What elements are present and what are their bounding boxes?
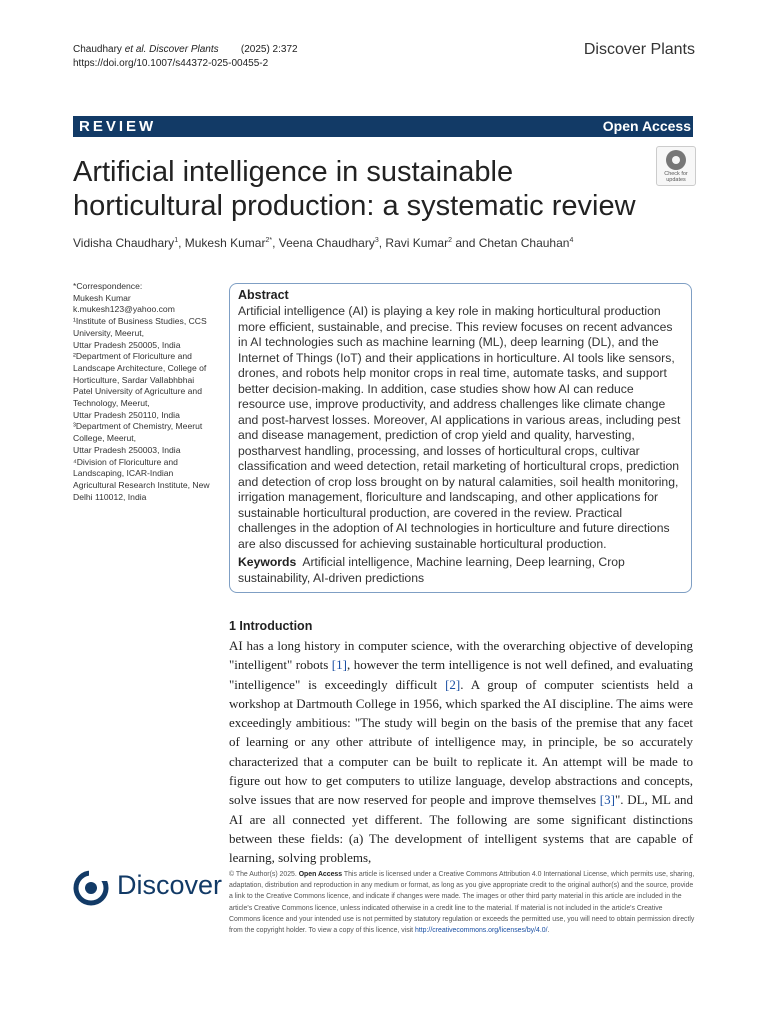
license-link[interactable]: http://creativecommons.org/licenses/by/4.0/ [415, 927, 548, 935]
introduction-paragraph [229, 636, 693, 868]
affiliation-item: Uttar Pradesh 250110, India [73, 409, 180, 420]
open-access-label: Open Access [602, 118, 691, 134]
discover-logo-icon [73, 870, 109, 906]
citation-link[interactable]: [2] [445, 676, 461, 692]
citation-link[interactable]: [3] [599, 792, 615, 808]
author-list [73, 236, 573, 250]
affiliation-item: Uttar Pradesh 250005, India [73, 339, 181, 350]
author-sup: 2* [265, 237, 273, 244]
author-name[interactable]: Vidisha Chaudhary [73, 236, 175, 250]
citation-link[interactable]: [1] [331, 657, 347, 673]
keywords [238, 555, 683, 586]
correspondence-email[interactable]: k.mukesh123@yahoo.com [73, 304, 175, 315]
author-sup: 4 [569, 237, 574, 244]
affiliation-item: ¹Institute of Business Studies, CCS University, Meerut, [73, 316, 207, 338]
article-title: Artificial intelligence in sustainable horticultural production: a systematic review [73, 156, 636, 222]
intro-text: . A group of computer scientists held a workshop at Dartmouth College in 1956, which sparked the AI discipline. The aims were exceedingly ambitious: "The study will begin on the basis of the premise that any facet of learning or any other attribute of intelligence may, in principle, be so accurately characterized that a computer can be built to replicate it. An attempt will be made to figure out how to get computers to utilize language, develop abstractions and concepts, solve issues that are now reserved for people and improve themselves [229, 676, 693, 808]
intro-text: AI has a long history in computer science, with the overarching objective of developing "intelligent" robots [229, 638, 693, 673]
abstract-heading: Abstract [238, 288, 289, 302]
intro-text: ". DL, ML and AI are all connected yet different. The following are some significant distinctions between these fields: (a) The development of intelligent systems that are capable of learning, solving problems, [229, 792, 693, 866]
license-open-access: Open Access [298, 871, 343, 878]
citation-line [73, 43, 298, 57]
check-for-updates-label: Check for updates [664, 171, 688, 183]
author-sup: 1 [174, 237, 179, 244]
license-copyright: © The Author(s) 2025. [229, 871, 299, 878]
author-name[interactable]: , Ravi Kumar [378, 236, 449, 250]
author-name[interactable]: , Veena Chaudhary [272, 236, 375, 250]
doi-link[interactable]: https://doi.org/10.1007/s44372-025-00455-2 [73, 58, 269, 69]
license-body: This article is licensed under a Creative Commons Attribution 4.0 International License, which permits use, sharing, adaptation, distribution and reproduction in any medium or format, as long as you give appropriate credit to the original author(s) and the source, provide a link to the Creative Commons licence, and indicate if changes were made. The images or other third party material in this article are included in the article's Creative Commons licence, unless indicated otherwise in a credit line to the material. If material is not included in the article's Creative Commons licence and your intended use is not permitted by statutory regulation or exceeds the permitted use, you will need to obtain permission directly from the copyright holder. To view a copy of this licence, visit [229, 871, 695, 935]
article-type-banner [73, 116, 693, 137]
affiliation-item: Uttar Pradesh 250003, India [73, 444, 181, 455]
running-header [73, 43, 298, 71]
author-name[interactable]: , Mukesh Kumar [178, 236, 266, 250]
affiliation-item: ²Department of Floriculture and Landscape Architecture, College of Horticulture, Sardar Vallabhbhai Patel University of Agriculture and Technology, Meerut, [73, 351, 207, 409]
license-end: . [547, 927, 550, 935]
header-authors: Chaudhary [73, 44, 122, 55]
header-journal: Discover Plants [149, 44, 219, 55]
check-for-updates-icon [666, 150, 686, 170]
header-etal: et al. [124, 44, 147, 55]
journal-name-right: Discover Plants [583, 41, 695, 58]
abstract-text: Artificial intelligence (AI) is playing a key role in making horticultural production more efficient, sustainable, and precise. This review focuses on recent advances in AI technologies such as machine learning (ML), deep learning (DL), and the Internet of Things (IoT) and their applications in horticulture. AI tools like sensors, drones, and robots help monitor crops in real time, automate tasks, and support better decision-making. In addition, case studies show how AI can reduce resource use, improve productivity, and address challenges like climate change and post-harvest losses. Moreover, AI applications in various areas, including pest and disease management, prediction of crop yield and quality, harvesting, postharvest handling, processing, and losses of horticultural crops, cultivar classification and weed detection, retail marketing of horticultural crops, prediction and detection of crop loss brought on by natural calamities, soil health monitoring, irrigation management, floriculture and landscaping, and other applications for sustainable horticultural production, are covered in the review. Practical challenges in the adoption of AI technologies in horticulture and future directions are also discussed for achieving sustainable horticultural production. [238, 304, 681, 551]
correspondence-label: *Correspondence: [73, 281, 143, 291]
correspondence-name: Mukesh Kumar [73, 292, 131, 303]
intro-text: , however the term intelligence is not well defined, and evaluating "intelligence" is exceedingly difficult [229, 657, 693, 692]
check-for-updates-badge[interactable] [656, 146, 696, 186]
author-sup: 3 [374, 237, 379, 244]
affiliation-item: ³Department of Chemistry, Meerut College, Meerut, [73, 421, 203, 444]
article-type-label: REVIEW [79, 118, 157, 135]
affiliations [73, 281, 213, 503]
affiliation-item: ⁴Division of Floriculture and Landscaping, ICAR-Indian Agricultural Research Institute, New Delhi 110012, India [73, 456, 210, 502]
discover-logo-text: Discover [117, 870, 223, 900]
keywords-label: Keywords [238, 555, 297, 569]
author-name[interactable]: and Chetan Chauhan [452, 236, 570, 250]
keywords-list: Artificial intelligence, Machine learning, Deep learning, Crop sustainability, AI-driven predictions [238, 555, 625, 585]
header-year-volume: (2025) 2:372 [240, 44, 298, 55]
license-text [229, 869, 695, 936]
section-heading-introduction: 1 Introduction [229, 619, 313, 633]
author-sup: 2 [448, 237, 453, 244]
